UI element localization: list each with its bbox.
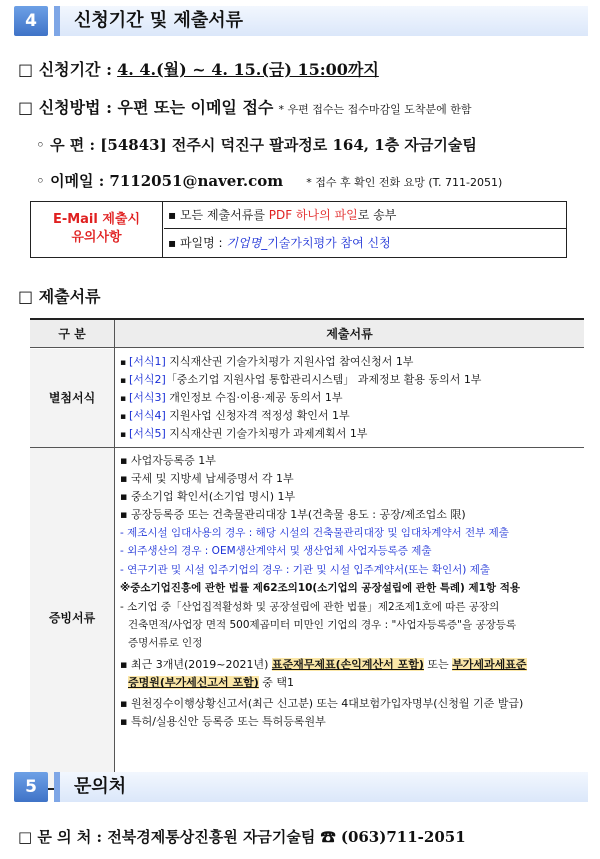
- form-tag: [서식4]: [128, 409, 166, 422]
- post-label: ◦ 우 편 :: [36, 136, 96, 154]
- notice-row2-post: _기술가치평가 참여 신청: [261, 236, 391, 250]
- post-line: [36, 134, 477, 155]
- form-item-2: ▪ [서식2]「중소기업 지원사업 통합관리시스템」 과제정보 활용 동의서 1부: [120, 373, 482, 386]
- section-bar: [54, 6, 588, 36]
- evidence-subitem: - 연구기관 및 시설 입주기업의 경우 : 기관 및 시설 입주계약서(또는 확인서) 제출: [120, 564, 491, 576]
- documents-table: [30, 318, 584, 790]
- evidence-item: ▪ 국세 및 지방세 납세증명서 각 1부: [120, 472, 294, 485]
- evidence-subitem: - 소기업 중「산업집적활성화 및 공장설립에 관한 법률」제2조제1호에 따른 공장의: [120, 601, 500, 613]
- evidence-item-financial: [120, 657, 527, 672]
- form-text: 「중소기업 지원사업 통합관리시스템」 과제정보 활용 동의서 1부: [165, 373, 482, 386]
- form-item-4: ▪ [서식4] 지원사업 신청자격 적정성 확인서 1부: [120, 409, 350, 422]
- method-label: □ 신청방법 : 우편 또는 이메일 접수: [18, 98, 274, 117]
- notice-row1-red: PDF 하나의 파일: [268, 208, 358, 222]
- notice-row1-pre: ▪ 모든 제출서류를: [168, 208, 269, 222]
- evidence-subitem-cont: 증명서류로 인정: [128, 637, 203, 649]
- form-text: 지원사업 신청자격 적정성 확인서 1부: [165, 409, 350, 422]
- notice-row1-post: 로 송부: [357, 208, 397, 222]
- email-label: ◦ 이메일 :: [36, 172, 105, 190]
- period-value: 4. 4.(월) ~ 4. 15.(금) 15:00까지: [117, 60, 379, 79]
- evidence-item: ▪ 사업자등록증 1부: [120, 454, 216, 467]
- form-tag: [서식2]: [128, 373, 166, 386]
- section-title: 문의처: [74, 776, 127, 797]
- notice-title-line1: E-Mail 제출시: [52, 212, 141, 227]
- evidence-law-note: ※중소기업진흥에 관한 법률 제62조의10(소기업의 공장설립에 관한 특례) 제1항 적용: [120, 582, 521, 594]
- evidence-item: ▪ 중소기업 확인서(소기업 명시) 1부: [120, 490, 296, 503]
- evidence-item: ▪ 공장등록증 또는 건축물관리대장 1부(건축물 용도 : 공장/제조업소 限): [120, 508, 466, 521]
- contact-line: [18, 826, 466, 847]
- section-title: 신청기간 및 제출서류: [74, 10, 244, 31]
- column-divider: [114, 320, 115, 788]
- financial-pre: ▪ 최근 3개년(2019~2021년): [120, 658, 272, 671]
- form-tag: [서식5]: [128, 427, 166, 440]
- method-line: [18, 95, 471, 118]
- section-number: 4: [14, 6, 48, 36]
- form-item-3: ▪ [서식3] 개인정보 수집·이용·제공 동의서 1부: [120, 391, 343, 404]
- evidence-subitem: - 외주생산의 경우 : OEM생산계약서 및 생산업체 사업자등록증 제출: [120, 545, 432, 557]
- form-text: 지식재산권 기술가치평가 지원사업 참여신청서 1부: [165, 355, 414, 368]
- email-value[interactable]: 7112051@naver.com: [109, 172, 284, 190]
- notice-title-line2: 유의사항: [71, 230, 122, 245]
- financial-highlight: 부가세과세표준: [452, 658, 527, 671]
- row-label-evidence: 증빙서류: [30, 448, 114, 788]
- notice-row-filename: [164, 230, 566, 257]
- form-tag: [서식1]: [128, 355, 166, 368]
- form-item-1: ▪ [서식1] 지식재산권 기술가치평가 지원사업 참여신청서 1부: [120, 355, 414, 368]
- section-5-header: [14, 772, 588, 802]
- financial-or: 또는: [423, 658, 453, 671]
- header-documents: 제출서류: [326, 327, 373, 341]
- evidence-subitem-cont: 건축면적/사업장 면적 500제곱미터 미만인 기업의 경우 : "사업자등록증"을 공장등록: [128, 619, 517, 631]
- email-line: [36, 170, 502, 191]
- row-label-forms: 별첨서식: [30, 349, 114, 447]
- notice-row2-italic: 기업명: [226, 236, 262, 250]
- contact-value: 전북경제통상진흥원 자금기술팀 ☎ (063)711-2051: [107, 828, 466, 846]
- docs-heading: □ 제출서류: [18, 287, 101, 306]
- form-item-5: ▪ [서식5] 지식재산권 기술가치평가 과제계획서 1부: [120, 427, 368, 440]
- form-text: 개인정보 수집·이용·제공 동의서 1부: [165, 391, 343, 404]
- form-tag: [서식3]: [128, 391, 166, 404]
- notice-title: [31, 202, 163, 257]
- financial-highlight: 증명원(부가세신고서 포함): [128, 676, 259, 689]
- evidence-item: ▪ 원천징수이행상황신고서(최근 신고분) 또는 4대보험가입자명부(신청월 기준 발급): [120, 697, 524, 710]
- section-4-header: [14, 6, 588, 36]
- notice-row2-pre: ▪ 파일명 :: [168, 236, 227, 250]
- post-value: [54843] 전주시 덕진구 팔과정로 164, 1층 자금기술팀: [100, 136, 477, 154]
- contact-label: □ 문 의 처 :: [18, 828, 103, 846]
- form-text: 지식재산권 기술가치평가 과제계획서 1부: [165, 427, 368, 440]
- notice-row-format: [164, 202, 566, 229]
- email-notice-box: [30, 201, 567, 258]
- method-note: * 우편 접수는 접수마감일 도착분에 한함: [278, 103, 472, 116]
- email-note: * 접수 후 확인 전화 요망 (T. 711-2051): [306, 176, 503, 189]
- evidence-item: ▪ 특허/실용신안 등록증 또는 특허등록원부: [120, 715, 326, 728]
- period-label: □ 신청기간 :: [18, 60, 112, 79]
- evidence-item-financial-cont: [128, 675, 294, 690]
- period-line: [18, 57, 379, 80]
- header-category: 구 분: [58, 327, 86, 341]
- evidence-subitem: - 제조시설 임대사용의 경우 : 해당 시설의 건축물관리대장 및 임대차계약서 전부 제출: [120, 527, 509, 539]
- financial-highlight: 표준재무제표(손익계산서 포함): [271, 658, 424, 671]
- section-bar: [54, 772, 588, 802]
- section-number: 5: [14, 772, 48, 802]
- financial-post: 중 택1: [258, 676, 295, 689]
